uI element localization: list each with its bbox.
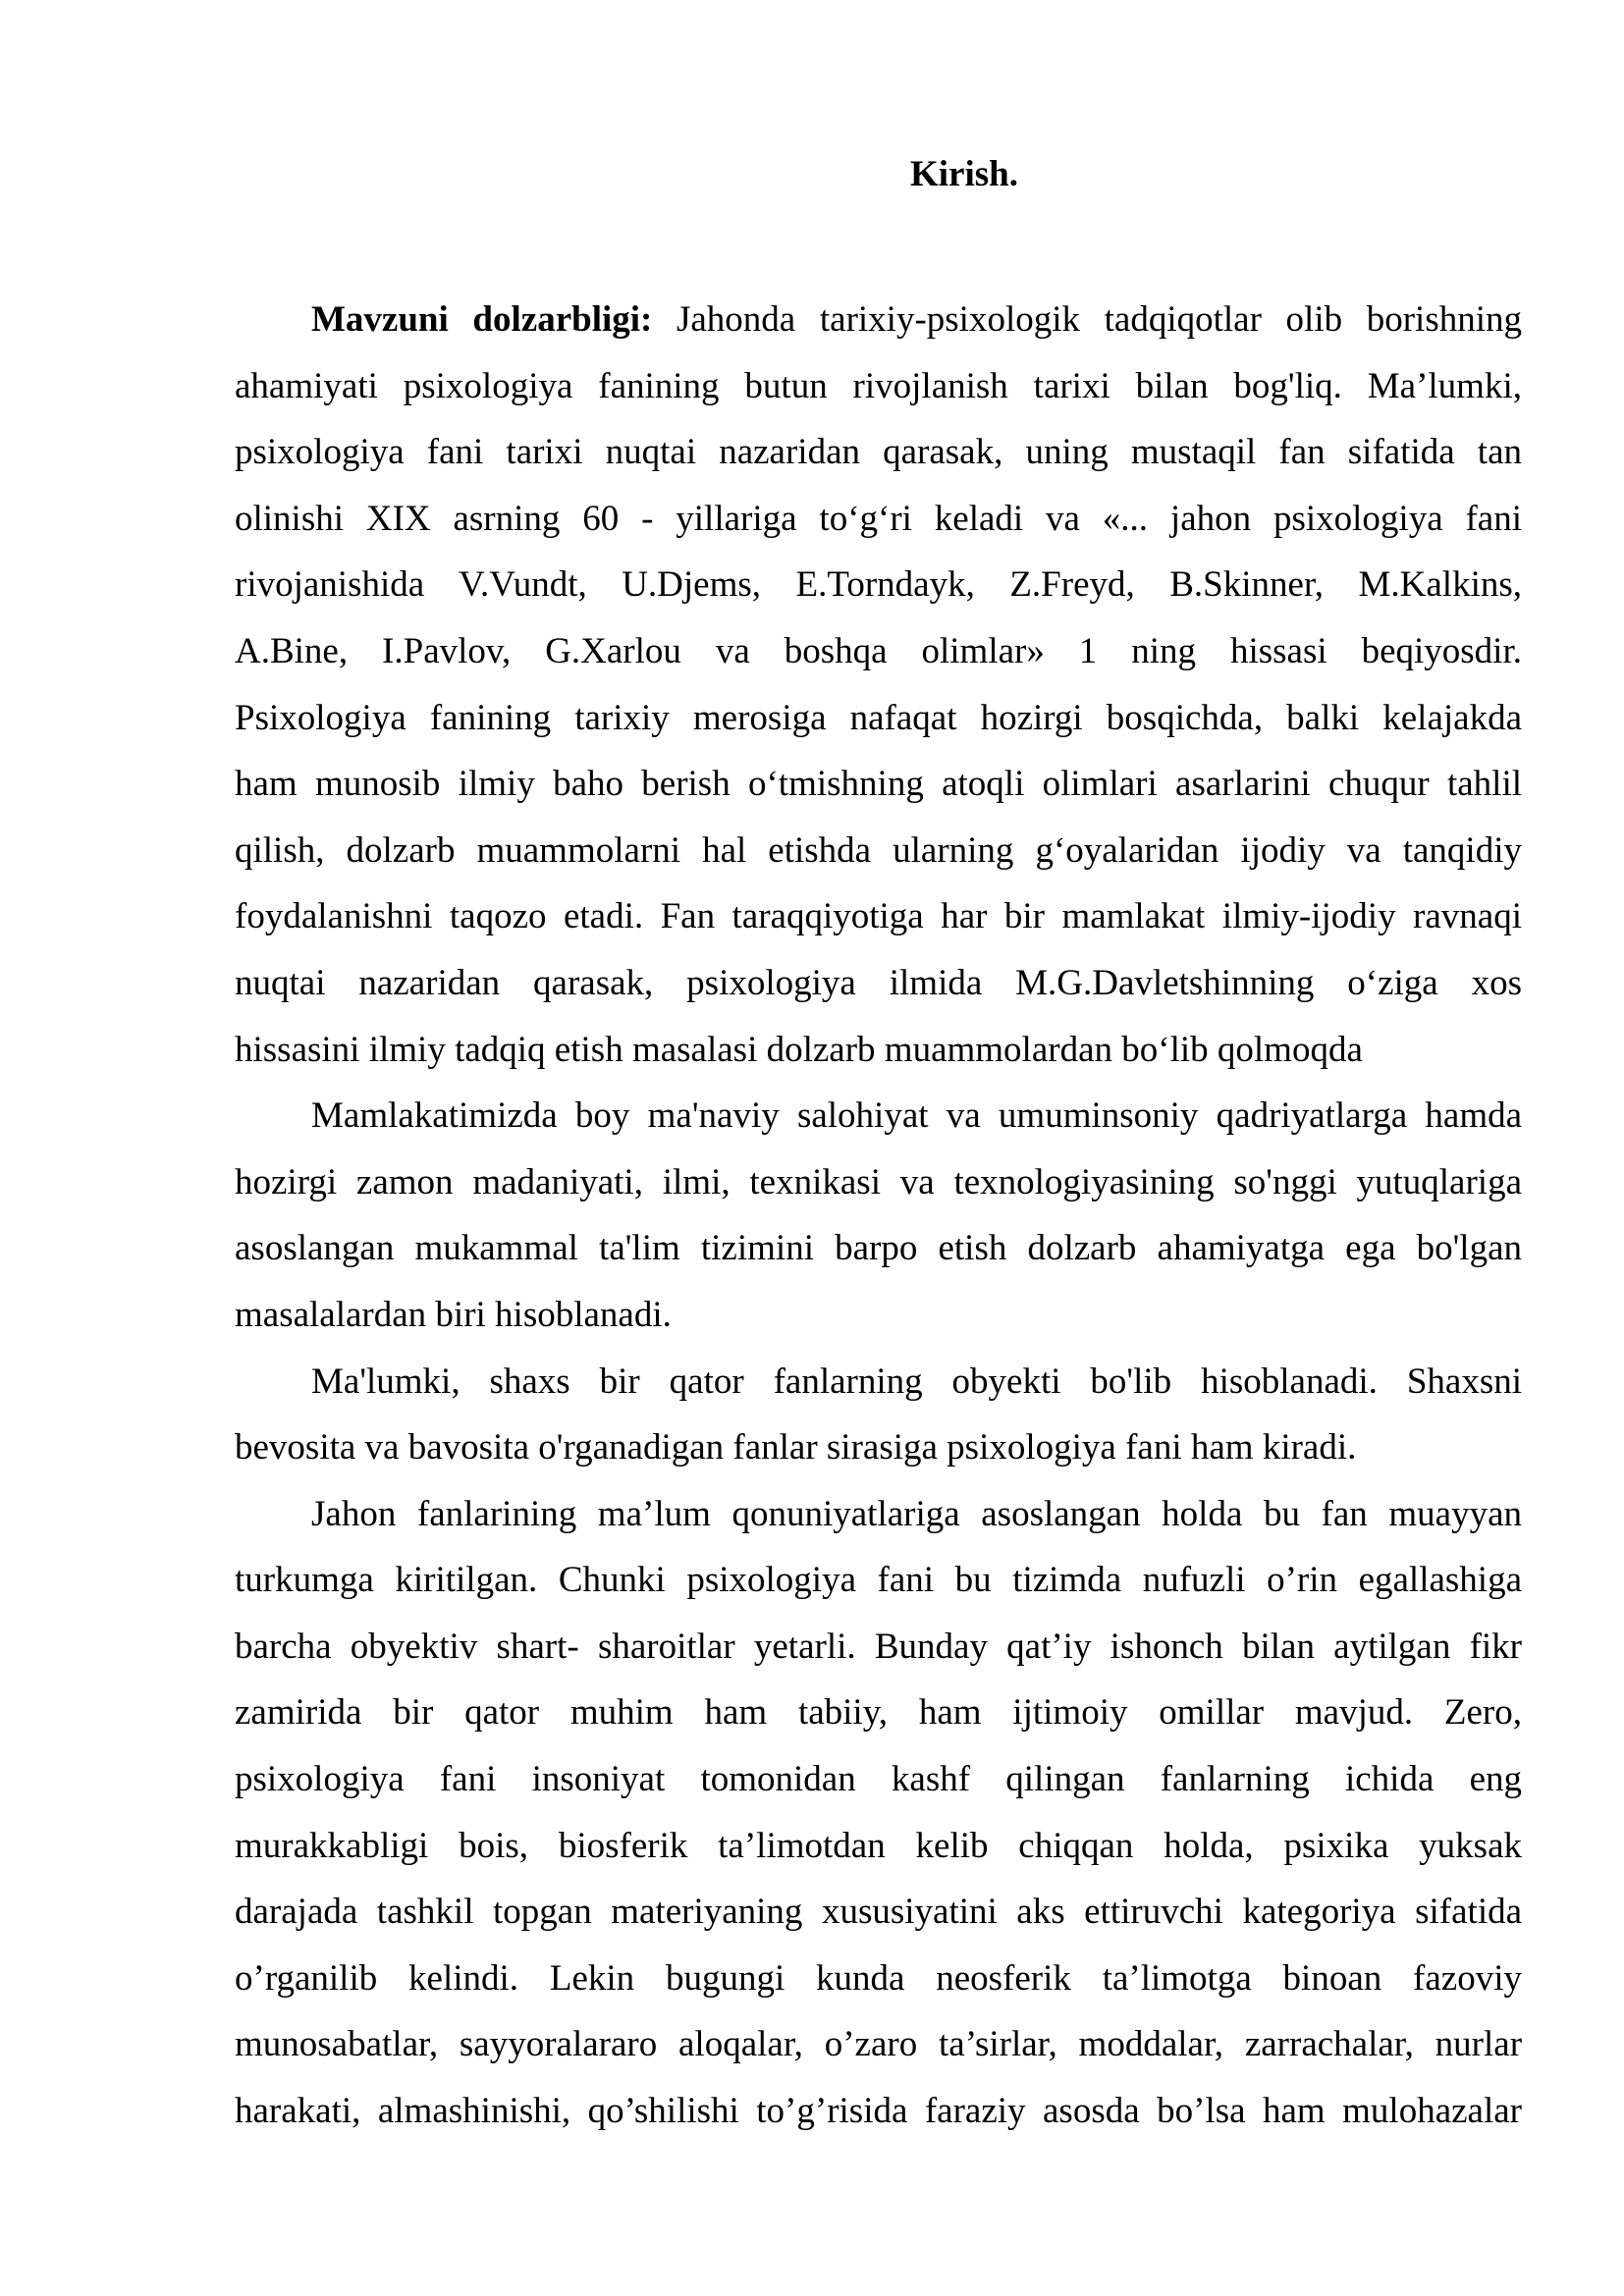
text-line: asoslangan mukammal ta'lim tizimini barpo etish dolzarb ahamiyatga ega bo'lgan [235,1228,1523,1269]
paragraph-world-sciences [235,1481,1522,2145]
text-line: psixologiya fani tarixi nuqtai nazaridan qarasak, uning mustaqil fan sifatida tan [235,432,1522,473]
text-line: rivojanishida V.Vundt, U.Djems, E.Torndayk, Z.Freyd, B.Skinner, M.Kalkins, [235,564,1522,606]
text-line: Psixologiya fanining tarixiy merosiga nafaqat hozirgi bosqichda, balki kelajakda [235,697,1522,738]
paragraph-education-system [235,1083,1522,1348]
text-line: o’rganilib kelindi. Lekin bugungi kunda neosferik ta’limotga binoan fazoviy [235,1957,1522,1999]
text-line: munosabatlar, sayyoralararo aloqalar, o’zaro ta’sirlar, moddalar, zarrachalar, nurlar [235,2024,1523,2065]
text-line: harakati, almashinishi, qo’shilishi to’g’risida faraziy asosda bo’lsa ham mulohazalar [235,2091,1522,2132]
text-line: turkumga kiritilgan. Chunki psixologiya fani bu tizimda nufuzli o’rin egallashiga [235,1560,1522,1601]
text-line: barcha obyektiv shart- sharoitlar yetarli. Bunday qat’iy ishonch bilan aytilgan fikr [235,1626,1522,1667]
text-line: ham munosib ilmiy baho berish o‘tmishning atoqli olimlari asarlarini chuqur tahlil [235,764,1523,805]
text-line: nuqtai nazaridan qarasak, psixologiya ilmida M.G.Davletshinning o‘ziga xos [235,962,1522,1003]
text-line: hissasini ilmiy tadqiq etish masalasi dolzarb muammolardan bo‘lib qolmoqda [235,1029,1363,1070]
text-line: masalalardan biri hisoblanadi. [235,1294,672,1335]
text-line: bevosita va bavosita o'rganadigan fanlar sirasiga psixologiya fani ham kiradi. [235,1427,1357,1468]
paragraph-relevance [235,287,1522,1083]
text-line: foydalanishni taqozo etadi. Fan taraqqiyotiga har bir mamlakat ilmiy-ijodiy ravnaqi [235,896,1522,937]
text-line: hozirgi zamon madaniyati, ilmi, texnikasi va texnologiyasining so'nggi yutuqlariga [235,1161,1523,1202]
text-line: Ma'lumki, shaxs bir qator fanlarning obyekti bo'lib hisoblanadi. Shaxsni [311,1361,1522,1402]
text-line: olinishi XIX asrning 60 - yillariga to‘g‘ri keladi va «... jahon psixologiya fani [235,498,1522,539]
document-body [235,287,1522,2145]
text-line: psixologiya fani insoniyat tomonidan kashf qilingan fanlarning ichida eng [235,1759,1522,1800]
text-line: A.Bine, I.Pavlov, G.Xarlou va boshqa olimlar» 1 ning hissasi beqiyosdir. [235,630,1522,671]
text-line: murakkabligi bois, biosferik ta’limotdan kelib chiqqan holda, psixika yuksak [235,1825,1522,1866]
paragraph-personality [235,1349,1522,1481]
text-line: darajada tashkil topgan materiyaning xususiyatini aks ettiruvchi kategoriya sifatida [235,1892,1523,1933]
page-title: Kirish. [910,154,1018,194]
text-line: Mamlakatimizda boy ma'naviy salohiyat va umuminsoniy qadriyatlarga hamda [311,1095,1523,1137]
text-line: Mavzuni dolzarbligi: Jahonda tarixiy-psixologik tadqiqotlar olib borishning [311,299,1523,340]
text-line: Jahon fanlarining ma’lum qonuniyatlariga asoslangan holda bu fan muayyan [311,1493,1522,1534]
text-line: qilish, dolzarb muammolarni hal etishda ularning g‘oyalaridan ijodiy va tanqidiy [235,829,1522,871]
paragraph-lead: Mavzuni dolzarbligi: [311,299,653,340]
text-line: zamirida bir qator muhim ham tabiiy, ham ijtimoiy omillar mavjud. Zero, [235,1692,1522,1734]
text-line: ahamiyati psixologiya fanining butun rivojlanish tarixi bilan bog'liq. Ma’lumki, [235,365,1522,406]
